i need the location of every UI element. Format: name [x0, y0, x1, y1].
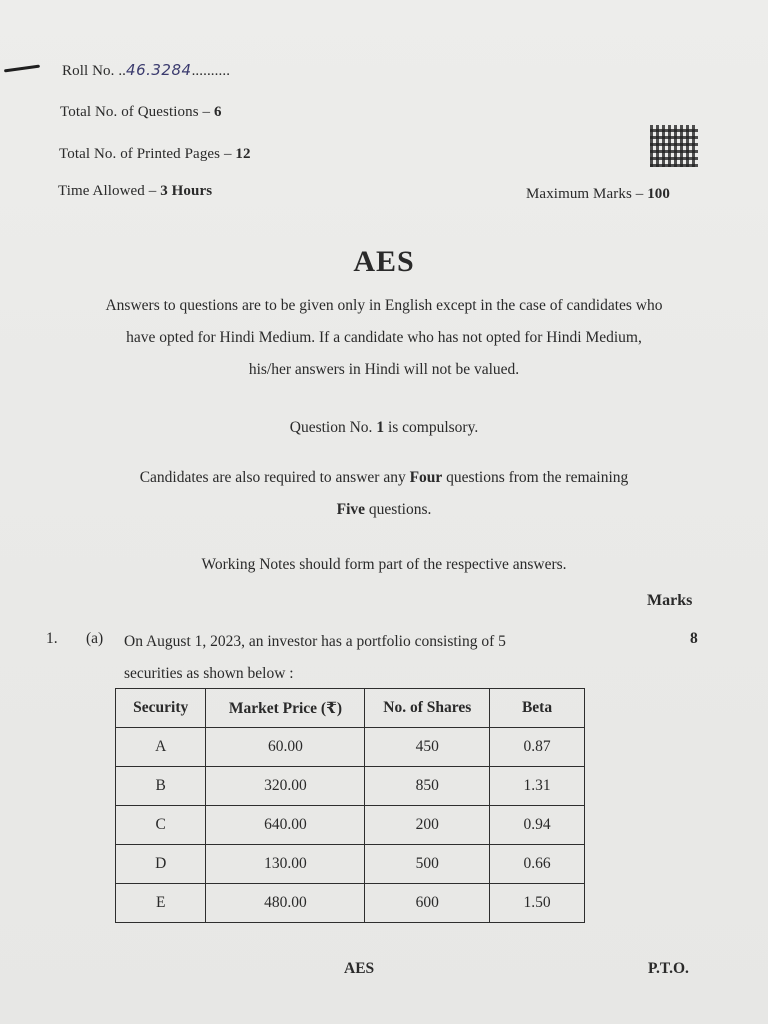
table-header: Market Price (₹) — [206, 689, 365, 728]
choice-instruction — [40, 462, 728, 526]
roll-handwritten-value: 46.3284 — [126, 61, 192, 79]
table-cell: 320.00 — [206, 767, 365, 806]
table-header: Beta — [490, 689, 585, 728]
pages-label: Total No. of Printed Pages – — [59, 146, 236, 162]
roll-dots: .......... — [191, 63, 231, 79]
max-marks-value: 100 — [647, 186, 670, 202]
table-cell: 850 — [365, 767, 490, 806]
choice-post-2: questions. — [365, 501, 432, 518]
working-notes-instruction: Working Notes should form part of the respective answers. — [201, 556, 567, 573]
question-number: 1. — [46, 630, 58, 647]
table-header-row — [116, 689, 585, 728]
table-row — [116, 728, 585, 767]
table-cell: 60.00 — [206, 728, 365, 767]
language-line-3: his/her answers in Hindi will not be valued. — [248, 361, 520, 378]
question-part: (a) — [86, 630, 104, 647]
time-allowed — [58, 183, 212, 200]
footer-pto: P.T.O. — [648, 960, 689, 977]
language-line-2: have opted for Hindi Medium. If a candidate who has not opted for Hindi Medium, — [126, 329, 642, 346]
footer-code: AES — [344, 960, 375, 977]
pen-mark — [4, 65, 40, 73]
choice-bold-2: Five — [336, 501, 366, 518]
choice-pre: Candidates are also required to answer any — [139, 469, 410, 486]
question-text — [124, 626, 644, 690]
table-cell: 130.00 — [206, 845, 365, 884]
table-row — [116, 845, 585, 884]
choice-post: questions from the remaining — [442, 469, 629, 486]
table-cell: D — [116, 845, 206, 884]
maximum-marks — [526, 186, 670, 203]
time-value: 3 Hours — [160, 183, 213, 199]
table-cell: 0.87 — [490, 728, 585, 767]
table-cell: 480.00 — [206, 884, 365, 923]
question-marks: 8 — [690, 630, 698, 647]
language-instruction — [40, 290, 728, 386]
paper-title: AES — [353, 245, 415, 278]
table-cell: 1.31 — [490, 767, 585, 806]
max-marks-label: Maximum Marks – — [526, 186, 648, 202]
table-cell: C — [116, 806, 206, 845]
qr-code-icon — [650, 125, 698, 167]
question-text-line-1: On August 1, 2023, an investor has a portfolio consisting of 5 — [124, 633, 506, 650]
language-line-1: Answers to questions are to be given only in English except in the case of candidates who — [105, 297, 663, 314]
table-cell: 200 — [365, 806, 490, 845]
table-cell: 0.66 — [490, 845, 585, 884]
table-header: Security — [116, 689, 206, 728]
table-cell: B — [116, 767, 206, 806]
questions-value: 6 — [213, 104, 222, 120]
table-cell: 1.50 — [490, 884, 585, 923]
total-questions — [60, 104, 222, 121]
pages-value: 12 — [235, 146, 251, 162]
marks-heading: Marks — [647, 592, 693, 609]
table-cell: A — [116, 728, 206, 767]
table-row — [116, 806, 585, 845]
table-header: No. of Shares — [365, 689, 490, 728]
roll-number — [62, 61, 230, 80]
question-text-line-2: securities as shown below : — [124, 665, 294, 682]
roll-label: Roll No. .. — [62, 63, 127, 79]
table-cell: 450 — [365, 728, 490, 767]
total-pages — [59, 146, 251, 163]
compulsory-post: is compulsory. — [384, 419, 479, 436]
table-cell: E — [116, 884, 206, 923]
securities-table — [115, 688, 585, 923]
table-cell: 500 — [365, 845, 490, 884]
choice-bold: Four — [409, 469, 443, 486]
compulsory-num: 1 — [376, 419, 385, 436]
table-cell: 600 — [365, 884, 490, 923]
table-cell: 640.00 — [206, 806, 365, 845]
compulsory-instruction — [40, 412, 728, 444]
table-cell: 0.94 — [490, 806, 585, 845]
questions-label: Total No. of Questions – — [60, 104, 214, 120]
table-row — [116, 767, 585, 806]
table-row — [116, 884, 585, 923]
compulsory-pre: Question No. — [289, 419, 377, 436]
time-label: Time Allowed – — [58, 183, 161, 199]
